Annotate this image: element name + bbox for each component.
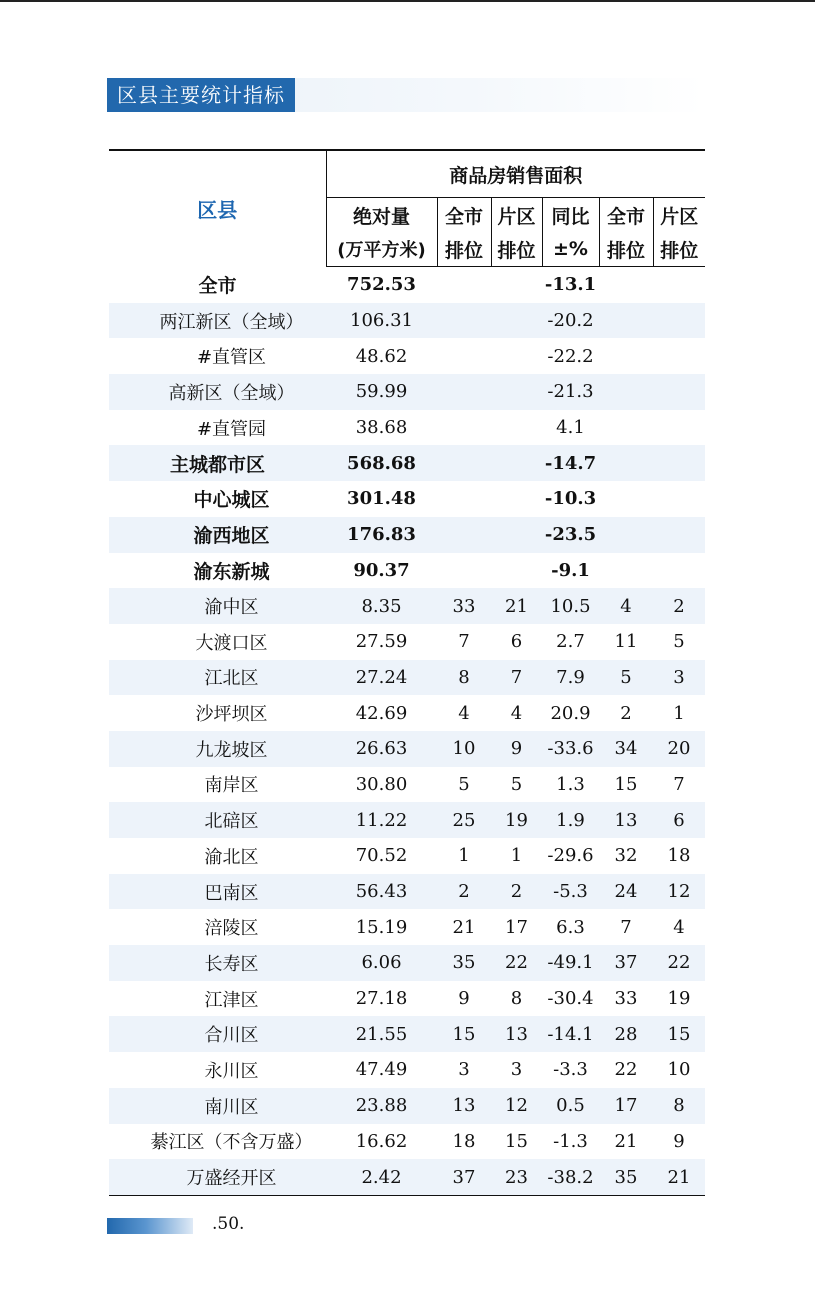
cell-yoy-city-rank: 35 [599,1159,653,1195]
cell-city-rank: 37 [437,1159,491,1195]
table-row [109,624,705,660]
cell-city-rank: 15 [437,1016,491,1052]
cell-yoy-city-rank: 7 [620,916,632,938]
cell-area-rank [491,374,542,410]
cell-yoy-city-rank [599,517,653,553]
cell-yoy-city-rank: 24 [599,874,653,910]
district-name: 永川区 [204,1060,259,1082]
cell-abs: 301.48 [347,488,416,510]
cell-yoy: -30.4 [547,988,594,1010]
table-row [109,1088,705,1124]
group-header: 商品房销售面积 [326,150,705,198]
cell-city-rank: 9 [458,988,470,1010]
cell-area-rank: 12 [491,1088,542,1124]
cell-city-rank: 2 [437,874,491,910]
district-name: 江津区 [204,989,259,1011]
cell-city-rank: 13 [437,1088,491,1124]
cell-yoy: -49.1 [542,945,599,981]
cell-yoy: 6.3 [556,916,585,938]
district-name: 南岸区 [204,775,259,797]
cell-abs: 27.59 [355,631,408,653]
district-name: 中心城区 [193,489,270,512]
table-body [109,267,705,1196]
district-name: 高新区（全域） [109,374,326,410]
cell-area-rank [491,338,542,374]
column-header-line2: 排位 [653,232,705,267]
statistics-table [109,149,705,1196]
table-row [109,481,705,517]
column-header-line1: 同比 [542,198,599,233]
cell-area-rank: 3 [510,1059,523,1081]
cell-abs: 11.22 [326,802,437,838]
cell-yoy-area-rank: 15 [653,1016,705,1052]
cell-abs: 42.69 [355,702,408,724]
cell-city-rank: 10 [437,731,491,767]
cell-area-rank: 21 [491,588,542,624]
table-row [109,374,705,410]
district-name: 主城都市区 [109,445,326,481]
cell-yoy-area-rank: 6 [653,802,705,838]
cell-abs: 47.49 [355,1059,408,1081]
cell-yoy-area-rank [653,410,705,446]
cell-yoy-city-rank: 11 [614,631,638,653]
district-name: 大渡口区 [195,632,268,654]
cell-yoy-area-rank: 4 [673,916,685,938]
cell-yoy: 7.9 [542,660,599,696]
column-header-line2: 排位 [437,232,491,267]
district-name: 九龙坡区 [109,731,326,767]
cell-area-rank [491,481,542,517]
cell-area-rank: 15 [505,1130,528,1152]
table-row [109,267,705,303]
table-row [109,731,705,767]
cell-city-rank: 5 [458,773,470,795]
cell-yoy-city-rank: 32 [614,845,638,867]
cell-abs: 8.35 [326,588,437,624]
cell-yoy-city-rank [599,374,653,410]
cell-area-rank: 22 [491,945,542,981]
cell-city-rank [437,517,491,553]
cell-yoy-area-rank [653,338,705,374]
district-name: 綦江区（不含万盛） [150,1132,313,1154]
cell-yoy-area-rank: 7 [673,773,685,795]
cell-yoy-area-rank [653,303,705,339]
table-row [109,695,705,731]
cell-yoy-area-rank: 12 [653,874,705,910]
cell-yoy-area-rank [653,553,705,589]
cell-yoy: -10.3 [544,488,597,510]
cell-area-rank: 1 [510,845,523,867]
cell-yoy: 0.5 [542,1088,599,1124]
table-row [109,1159,705,1195]
cell-yoy-area-rank: 19 [667,988,691,1010]
cell-yoy-city-rank: 28 [599,1016,653,1052]
cell-city-rank [437,374,491,410]
cell-yoy-area-rank: 8 [653,1088,705,1124]
cell-area-rank: 6 [510,631,523,653]
cell-abs: 30.80 [355,773,408,795]
district-name: 渝北区 [204,846,259,868]
cell-yoy-city-rank [599,553,653,589]
cell-abs: 70.52 [355,845,408,867]
cell-yoy-area-rank: 3 [653,660,705,696]
district-name: 巴南区 [109,874,326,910]
table-row [109,660,705,696]
column-header-line1: 片区 [660,205,699,228]
cell-yoy-city-rank: 21 [614,1130,638,1152]
cell-abs: 752.53 [347,274,416,296]
table-row [109,338,705,374]
district-name: 南川区 [109,1088,326,1124]
district-name: 渝西地区 [109,517,326,553]
cell-yoy-area-rank: 10 [667,1059,691,1081]
cell-city-rank: 1 [458,845,470,867]
district-name: 万盛经开区 [109,1159,326,1195]
cell-yoy: -20.2 [542,303,599,339]
district-name: 全市 [198,275,237,298]
cell-yoy: 4.1 [556,417,585,439]
table-row [109,410,705,446]
top-rule [0,0,815,2]
cell-yoy: -3.3 [553,1059,588,1081]
district-column-header: 区县 [109,150,326,267]
cell-yoy: -14.1 [542,1016,599,1052]
column-header-line2: (万平方米) [326,232,437,267]
cell-city-rank: 8 [437,660,491,696]
table-row [109,909,705,945]
cell-yoy-city-rank [599,481,653,517]
district-name: 渝中区 [109,588,326,624]
cell-yoy: 1.9 [542,802,599,838]
cell-yoy-area-rank: 2 [653,588,705,624]
cell-yoy: -38.2 [542,1159,599,1195]
cell-area-rank: 13 [491,1016,542,1052]
cell-yoy-area-rank: 20 [653,731,705,767]
cell-city-rank [437,445,491,481]
cell-abs: 6.06 [326,945,437,981]
district-name: 合川区 [109,1016,326,1052]
cell-yoy-city-rank: 2 [620,702,632,724]
cell-abs: 16.62 [355,1130,408,1152]
cell-yoy-city-rank: 5 [599,660,653,696]
district-name: #直管园 [196,418,267,440]
cell-abs: 23.88 [326,1088,437,1124]
table-row [109,1124,705,1160]
cell-area-rank: 2 [491,874,542,910]
cell-yoy-area-rank: 9 [673,1130,685,1152]
district-name: 北碚区 [109,802,326,838]
cell-yoy-area-rank: 5 [673,631,685,653]
cell-yoy-area-rank: 18 [667,845,691,867]
cell-yoy: 1.3 [556,773,585,795]
cell-area-rank: 19 [491,802,542,838]
cell-yoy: -21.3 [542,374,599,410]
cell-yoy-city-rank [599,445,653,481]
cell-yoy-city-rank: 13 [599,802,653,838]
district-name: #直管区 [196,347,267,369]
cell-abs: 568.68 [326,445,437,481]
cell-abs: 176.83 [326,517,437,553]
cell-area-rank [491,267,542,303]
cell-yoy-city-rank: 33 [614,988,638,1010]
cell-yoy-area-rank [653,517,705,553]
cell-abs: 26.63 [326,731,437,767]
cell-abs: 27.24 [326,660,437,696]
cell-city-rank: 35 [437,945,491,981]
cell-yoy-city-rank [599,303,653,339]
cell-yoy: -1.3 [553,1130,588,1152]
table-row [109,802,705,838]
district-name: 涪陵区 [204,918,259,940]
cell-yoy-city-rank: 37 [599,945,653,981]
cell-yoy-area-rank [653,374,705,410]
cell-abs: 90.37 [353,559,410,581]
table-row [109,588,705,624]
cell-area-rank [491,303,542,339]
cell-yoy: 2.7 [556,631,585,653]
cell-area-rank [491,553,542,589]
cell-area-rank: 17 [505,916,528,938]
column-header-line1: 全市 [599,198,653,233]
cell-abs: 38.68 [355,417,408,439]
cell-yoy-city-rank: 15 [614,773,638,795]
table-row [109,945,705,981]
column-header-line2: 排位 [491,232,542,267]
table-row [109,445,705,481]
cell-city-rank: 18 [452,1130,476,1152]
cell-abs: 106.31 [326,303,437,339]
district-name: 两江新区（全域） [109,303,326,339]
cell-yoy-city-rank [599,267,653,303]
cell-abs: 59.99 [326,374,437,410]
cell-yoy: -22.2 [547,345,594,367]
table-row [109,553,705,589]
column-header-line1: 全市 [437,198,491,233]
column-header-line1: 绝对量 [326,198,437,233]
cell-yoy-area-rank: 22 [653,945,705,981]
cell-city-rank [437,303,491,339]
cell-city-rank [437,410,491,446]
cell-yoy: -5.3 [542,874,599,910]
cell-area-rank: 4 [510,702,523,724]
footer-decoration-bar [107,1218,193,1234]
section-title: 区县主要统计指标 [107,78,295,112]
cell-yoy-city-rank: 34 [599,731,653,767]
cell-yoy: -33.6 [542,731,599,767]
cell-city-rank: 3 [458,1059,470,1081]
cell-city-rank: 21 [452,916,476,938]
column-header-line1: 片区 [491,198,542,233]
district-name: 沙坪坝区 [195,704,268,726]
cell-yoy: -13.1 [544,274,597,296]
cell-yoy-area-rank: 21 [653,1159,705,1195]
cell-area-rank: 23 [491,1159,542,1195]
cell-city-rank: 25 [437,802,491,838]
cell-abs: 15.19 [355,916,408,938]
cell-yoy-city-rank [599,338,653,374]
cell-yoy-area-rank [653,445,705,481]
table-row [109,838,705,874]
cell-city-rank [437,553,491,589]
cell-abs: 48.62 [355,345,408,367]
table-row [109,517,705,553]
cell-city-rank: 4 [458,702,470,724]
table-row [109,1052,705,1088]
cell-abs: 27.18 [355,988,408,1010]
cell-abs: 56.43 [326,874,437,910]
table-row [109,767,705,803]
page-number: .50. [212,1214,245,1234]
cell-area-rank [491,445,542,481]
cell-yoy: -29.6 [547,845,594,867]
cell-city-rank: 7 [458,631,470,653]
cell-yoy-city-rank: 22 [614,1059,638,1081]
cell-yoy: 10.5 [542,588,599,624]
cell-abs: 2.42 [326,1159,437,1195]
cell-abs: 21.55 [326,1016,437,1052]
district-name: 江北区 [109,660,326,696]
cell-yoy-area-rank: 1 [673,702,685,724]
district-name: 渝东新城 [193,560,270,583]
cell-yoy-city-rank [599,410,653,446]
column-header-line2: ±% [542,232,599,267]
column-header-line2: 排位 [599,232,653,267]
cell-yoy: -23.5 [542,517,599,553]
cell-yoy: -14.7 [542,445,599,481]
district-name: 长寿区 [109,945,326,981]
table-row [109,1016,705,1052]
cell-area-rank [491,517,542,553]
cell-city-rank [437,338,491,374]
cell-yoy: 20.9 [550,702,591,724]
cell-city-rank [437,481,491,517]
cell-yoy-area-rank [653,481,705,517]
cell-yoy-city-rank: 4 [599,588,653,624]
cell-area-rank: 9 [491,731,542,767]
cell-city-rank [437,267,491,303]
cell-area-rank [491,410,542,446]
table-row [109,303,705,339]
cell-yoy-city-rank: 17 [599,1088,653,1124]
cell-yoy: -9.1 [551,559,590,581]
table-row [109,874,705,910]
table-row [109,981,705,1017]
cell-yoy-area-rank [653,267,705,303]
cell-city-rank: 33 [437,588,491,624]
cell-area-rank: 7 [491,660,542,696]
cell-area-rank: 8 [510,988,523,1010]
cell-area-rank: 5 [510,773,523,795]
